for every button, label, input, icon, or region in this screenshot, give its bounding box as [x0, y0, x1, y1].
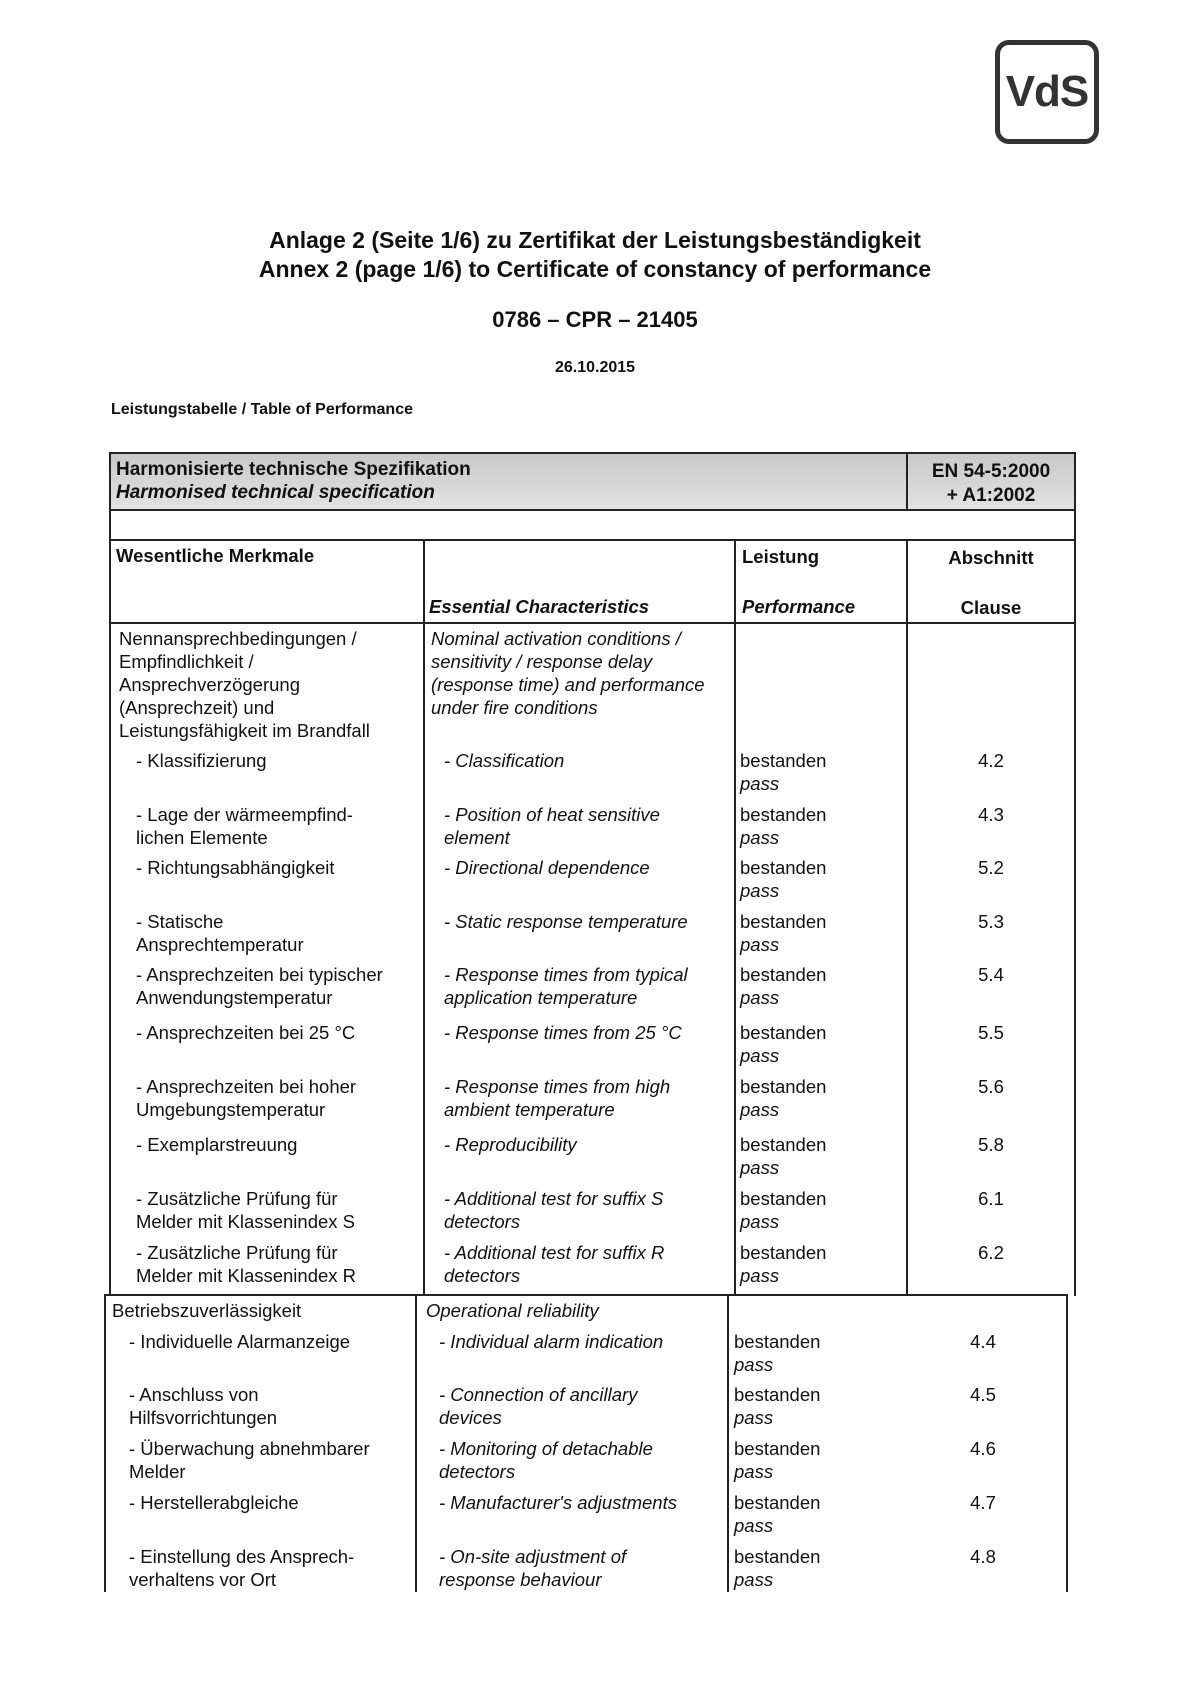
row-clause: 4.4 — [970, 1331, 996, 1352]
row-characteristic-en: - Individual alarm indication — [439, 1331, 664, 1352]
right-border-upper — [1074, 452, 1076, 1296]
row-characteristic-de: - Lage der wärmeempfind- lichen Elemente — [136, 804, 353, 848]
title-english: Annex 2 (page 1/6) to Certificate of constancy of performance — [258, 256, 932, 282]
row-performance-en: pass — [740, 1265, 780, 1286]
table-caption: Leistungstabelle / Table of Performance — [111, 401, 413, 418]
row-characteristic-en: - Connection of ancillary devices — [439, 1384, 638, 1428]
table-top-border — [109, 452, 1076, 454]
row-clause: 5.6 — [978, 1076, 1004, 1097]
row-characteristic-de: - Ansprechzeiten bei typischer Anwendungstemperatur — [136, 964, 383, 1008]
col2-divider-upper — [423, 539, 425, 1294]
row-performance-en: pass — [734, 1407, 774, 1428]
row-clause: 4.3 — [978, 804, 1004, 825]
spec-bottom-border — [109, 509, 1076, 511]
spec-standard-line1: EN 54-5:2000 — [931, 461, 1051, 482]
row-performance-en: pass — [740, 1045, 780, 1066]
row-characteristic-de: - Herstellerabgleiche — [129, 1492, 299, 1513]
row-clause: 4.2 — [978, 750, 1004, 771]
row-characteristic-en: - Classification — [444, 750, 565, 771]
row-performance-en: pass — [734, 1569, 774, 1590]
row-performance-de: bestanden — [734, 1492, 821, 1513]
column-header-clause-de: Abschnitt — [948, 547, 1034, 568]
row-characteristic-en: - Directional dependence — [444, 857, 650, 878]
row-clause: 5.4 — [978, 964, 1004, 985]
section-divider — [104, 1294, 1068, 1296]
row-characteristic-de: - Ansprechzeiten bei hoher Umgebungstemperatur — [136, 1076, 357, 1120]
column-header-characteristics-en: Essential Characteristics — [429, 596, 650, 617]
row-characteristic-en: - Additional test for suffix R detectors — [444, 1242, 665, 1286]
row-performance-de: bestanden — [740, 857, 827, 878]
row-characteristic-de: - Klassifizierung — [136, 750, 267, 771]
row-performance-de: bestanden — [734, 1438, 821, 1459]
row-characteristic-en: - Reproducibility — [444, 1134, 577, 1155]
row-characteristic-en: - Position of heat sensitive element — [444, 804, 660, 848]
row-performance-de: bestanden — [740, 1022, 827, 1043]
row-characteristic-de: - Ansprechzeiten bei 25 °C — [136, 1022, 356, 1043]
vds-logo-text: VdS — [1005, 67, 1089, 116]
column-header-performance-de: Leistung — [742, 546, 820, 567]
row-characteristic-de: - Zusätzliche Prüfung für Melder mit Klassenindex R — [136, 1242, 357, 1286]
row-performance-de: bestanden — [740, 1076, 827, 1097]
row-characteristic-en: - Additional test for suffix S detectors — [444, 1188, 664, 1232]
col3-divider-lower — [727, 1294, 729, 1592]
column-header-characteristics-de: Wesentliche Merkmale — [116, 545, 315, 566]
row-characteristic-de: - Individuelle Alarmanzeige — [129, 1331, 351, 1352]
row-characteristic-en: - Response times from typical application temperature — [444, 964, 688, 1008]
row-characteristic-en: - On-site adjustment of response behaviour — [439, 1546, 627, 1590]
row-characteristic-de: - Zusätzliche Prüfung für Melder mit Klassenindex S — [136, 1188, 356, 1232]
header-bottom-border — [109, 622, 1076, 624]
row-clause: 6.1 — [978, 1188, 1004, 1209]
row-performance-de: bestanden — [740, 1242, 827, 1263]
row-performance-de: bestanden — [734, 1384, 821, 1405]
row-clause: 5.2 — [978, 857, 1004, 878]
row-characteristic-en: - Monitoring of detachable detectors — [439, 1438, 653, 1482]
left-border-upper — [109, 452, 111, 1296]
col2-divider-lower — [415, 1294, 417, 1592]
row-characteristic-de: - Statische Ansprechtemperatur — [136, 911, 304, 955]
row-characteristic-de: - Exemplarstreuung — [136, 1134, 298, 1155]
row-performance-de: bestanden — [740, 964, 827, 985]
title-german: Anlage 2 (Seite 1/6) zu Zertifikat der Leistungsbeständigkeit — [269, 227, 921, 253]
row-performance-en: pass — [734, 1461, 774, 1482]
row-performance-en: pass — [734, 1354, 774, 1375]
row-characteristic-en: - Response times from 25 °C — [444, 1022, 682, 1043]
row-performance-en: pass — [740, 1211, 780, 1232]
row-clause: 5.5 — [978, 1022, 1004, 1043]
row-characteristic-en: - Response times from high ambient temperature — [444, 1076, 671, 1120]
spec-label-english: Harmonised technical specification — [116, 482, 435, 503]
row-performance-de: bestanden — [734, 1546, 821, 1567]
right-border-lower — [1066, 1294, 1068, 1592]
certificate-number: 0786 – CPR – 21405 — [492, 307, 698, 332]
row-characteristic-de: - Überwachung abnehmbarer Melder — [129, 1438, 370, 1482]
row-performance-de: bestanden — [734, 1331, 821, 1352]
column-header-clause-en: Clause — [960, 597, 1022, 618]
row-performance-en: pass — [734, 1515, 774, 1536]
vds-logo — [995, 40, 1099, 144]
row-performance-en: pass — [740, 773, 780, 794]
row-performance-de: bestanden — [740, 911, 827, 932]
row-clause: 4.5 — [970, 1384, 996, 1405]
row-clause: 5.8 — [978, 1134, 1004, 1155]
row-characteristic-de: - Einstellung des Ansprech- verhaltens vor Ort — [129, 1546, 355, 1590]
row-performance-de: bestanden — [740, 1134, 827, 1155]
row-characteristic-de: - Richtungsabhängigkeit — [136, 857, 335, 878]
certificate-date: 26.10.2015 — [554, 359, 636, 376]
row-clause: 4.6 — [970, 1438, 996, 1459]
row-performance-en: pass — [740, 827, 780, 848]
row-performance-en: pass — [740, 1157, 780, 1178]
row-performance-en: pass — [740, 1099, 780, 1120]
header-top-border — [109, 539, 1076, 541]
row-performance-de: bestanden — [740, 1188, 827, 1209]
column-header-performance-en: Performance — [742, 596, 856, 617]
section2-heading-en: Operational reliability — [426, 1300, 599, 1321]
row-performance-de: bestanden — [740, 804, 827, 825]
left-border-lower — [104, 1294, 106, 1592]
col3-divider-upper — [734, 539, 736, 1294]
row-characteristic-en: - Static response temperature — [444, 911, 688, 932]
row-performance-en: pass — [740, 880, 780, 901]
section1-heading-en: Nominal activation conditions / sensitivity / response delay (response time) and performance under fire conditions — [431, 628, 705, 718]
row-performance-de: bestanden — [740, 750, 827, 771]
row-clause: 4.8 — [970, 1546, 996, 1567]
row-performance-en: pass — [740, 987, 780, 1008]
spec-label-german: Harmonisierte technische Spezifikation — [116, 459, 471, 480]
section1-heading-de: Nennansprechbedingungen / Empfindlichkeit / Ansprechverzögerung (Ansprechzeit) und Leistungsfähigkeit im Brandfall — [119, 628, 370, 741]
row-characteristic-en: - Manufacturer's adjustments — [439, 1492, 677, 1513]
row-performance-en: pass — [740, 934, 780, 955]
spec-standard-line2: + A1:2002 — [946, 485, 1036, 506]
row-clause: 6.2 — [978, 1242, 1004, 1263]
section2-heading-de: Betriebszuverlässigkeit — [112, 1300, 302, 1321]
row-characteristic-de: - Anschluss von Hilfsvorrichtungen — [129, 1384, 278, 1428]
row-clause: 4.7 — [970, 1492, 996, 1513]
row-clause: 5.3 — [978, 911, 1004, 932]
